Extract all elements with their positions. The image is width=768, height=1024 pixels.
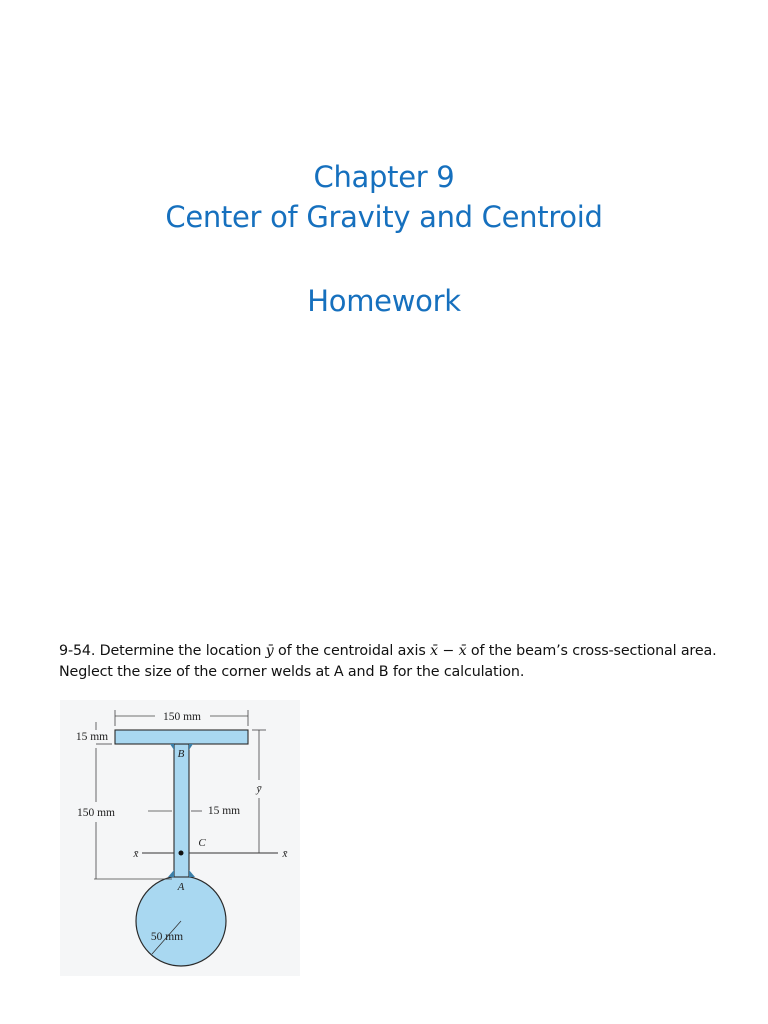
label-xbar-right: x̄ [282, 848, 288, 860]
dim-web-label: 15 mm [207, 805, 241, 817]
slide-section: Homework [307, 284, 461, 318]
beam-diagram [60, 700, 300, 976]
problem-statement [59, 641, 739, 683]
slide-topic: Center of Gravity and Centroid [165, 200, 603, 234]
label-c: C [198, 837, 206, 849]
problem-axis-expr: x̄ − x̄ [430, 643, 467, 659]
dim-height-label: 150 mm [76, 807, 116, 819]
web-section [174, 744, 189, 877]
dim-top-label: 150 mm [162, 711, 202, 723]
dim-flange-label: 15 mm [75, 731, 109, 743]
problem-text-a: Determine the location [99, 643, 262, 659]
label-b: B [177, 748, 185, 760]
label-xbar-left: x̄ [133, 848, 139, 860]
flange-section [115, 730, 248, 744]
beam-cross-section-figure [60, 700, 300, 976]
weld-a-right [189, 870, 195, 877]
weld-a-left [168, 870, 174, 877]
problem-text-b: of the centroidal axis [277, 643, 426, 659]
problem-number: 9-54. [59, 643, 96, 659]
slide-chapter: Chapter 9 [313, 160, 455, 194]
problem-text-c: of the beam’s cross-sectional area. Neglect the size of the corner welds at A and B for the calculation. [59, 643, 717, 680]
dim-radius-label: 50 mm [150, 931, 184, 943]
label-ybar: ȳ [256, 783, 262, 795]
label-a: A [177, 881, 185, 893]
weld-b-right [189, 744, 193, 750]
problem-ybar: ȳ [265, 643, 274, 659]
centroid-point [179, 851, 184, 856]
weld-b-left [170, 744, 174, 750]
